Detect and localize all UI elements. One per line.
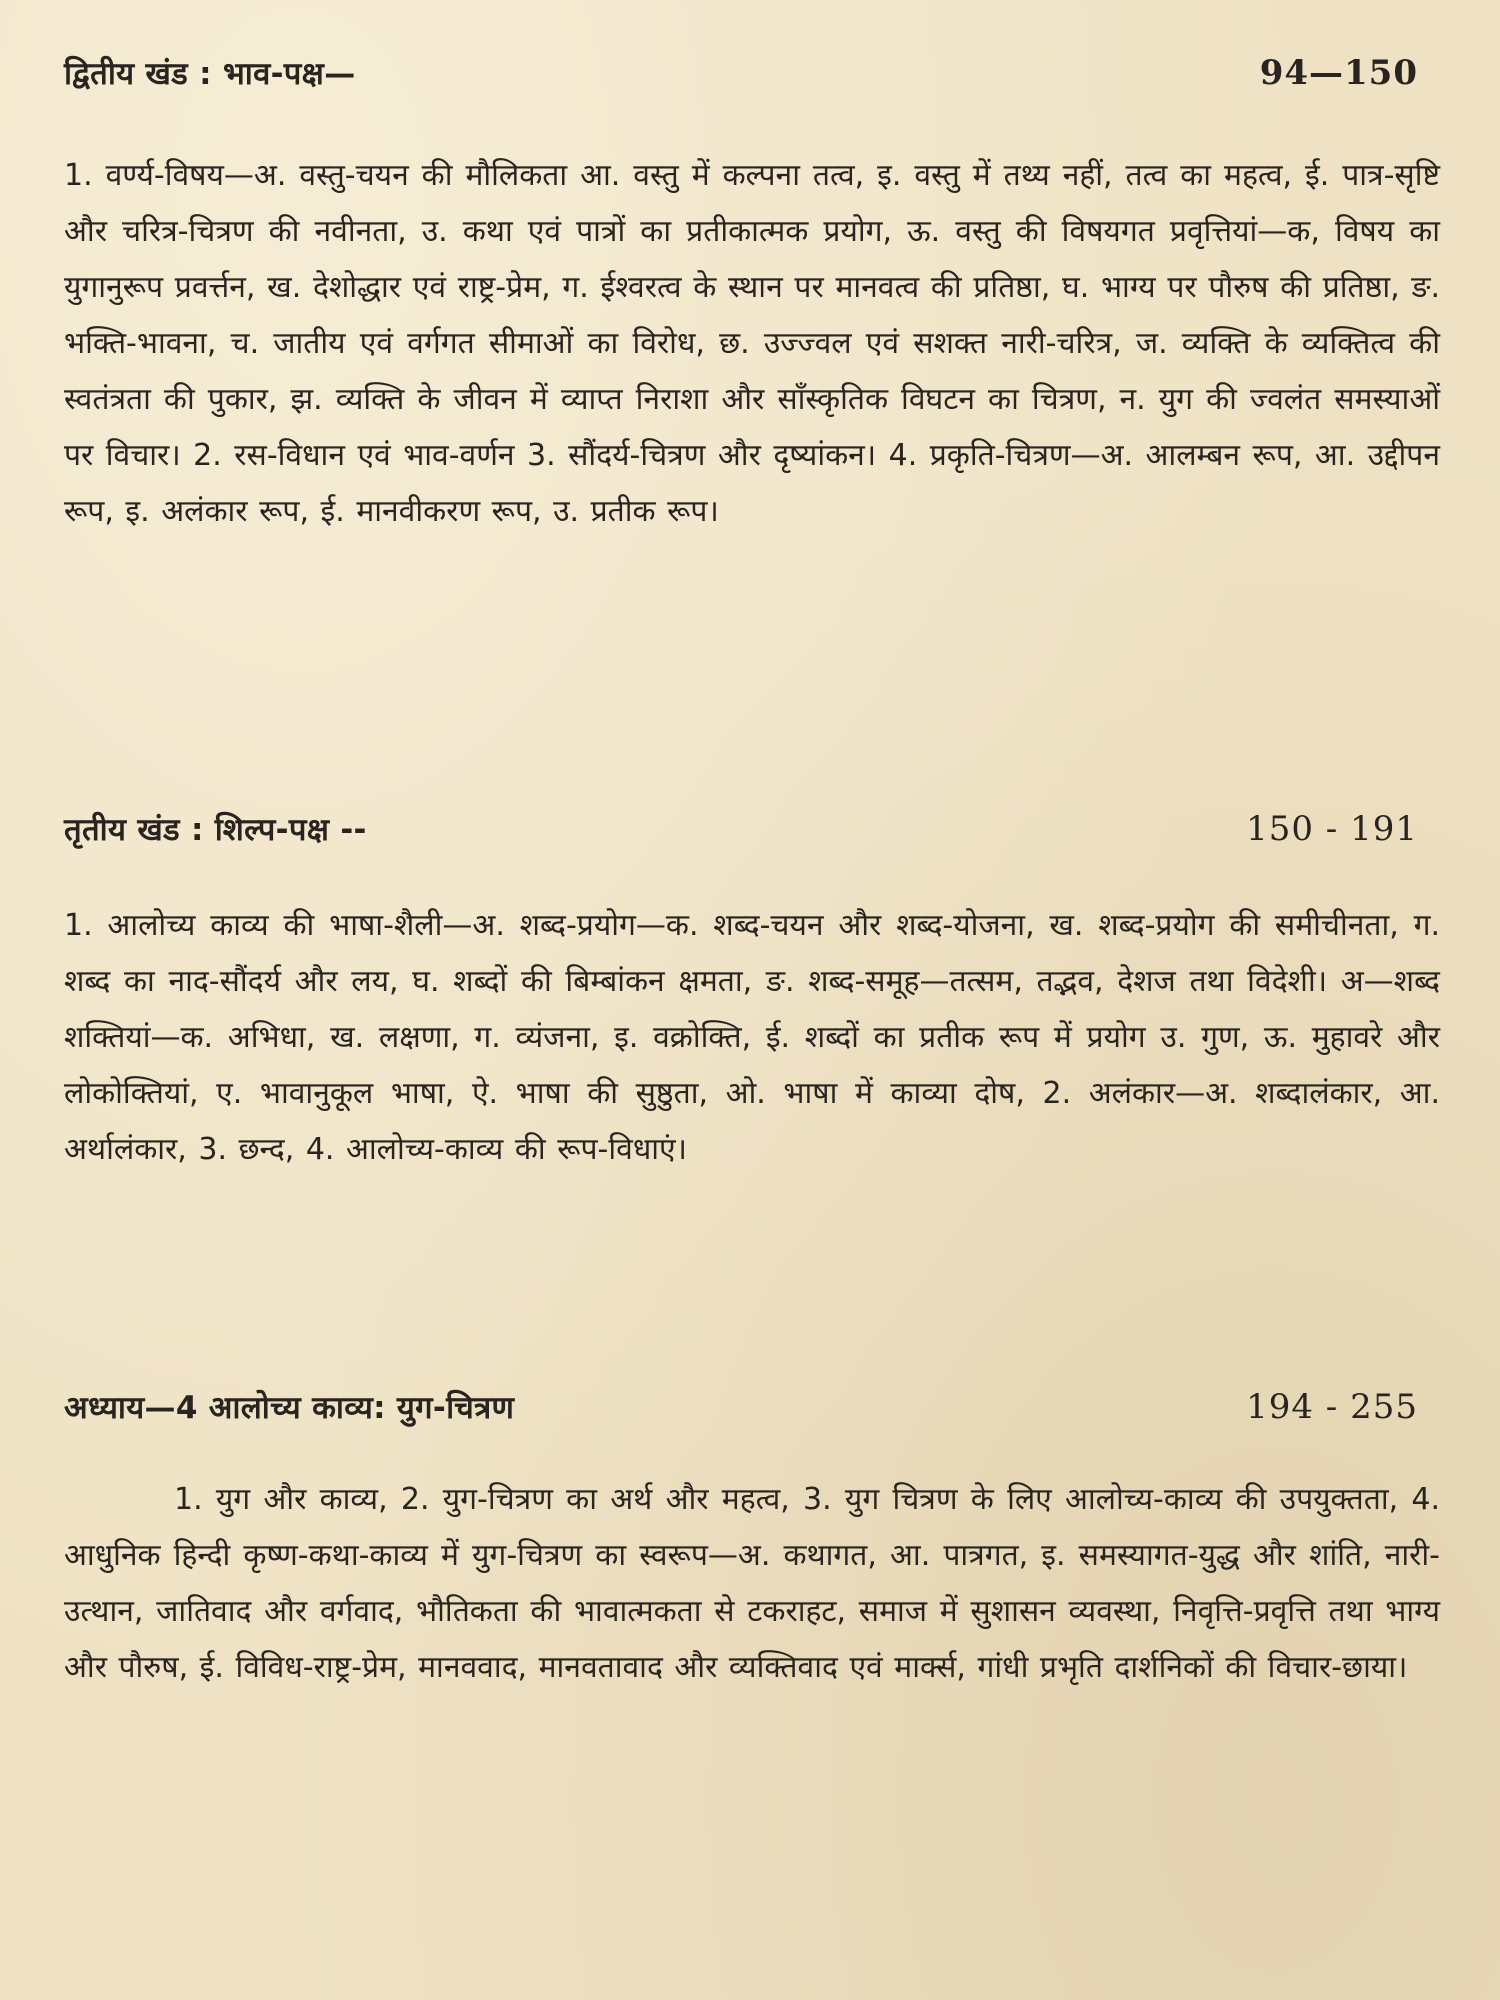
section-title: तृतीय खंड : शिल्प-पक्ष -- bbox=[64, 812, 367, 848]
page-range: 94—150 bbox=[1259, 53, 1418, 93]
section-body: 1. वर्ण्य-विषय—अ. वस्तु-चयन की मौलिकता आ. वस्तु में कल्पना तत्व, इ. वस्तु में तथ्य नहीं, तत्व का महत्व, ई. पात्र-सृष्टि और चरित्र-चित्रण की नवीनता, उ. कथा एवं पात्रों का प्रतीकात्मक प्रयोग, ऊ. वस्तु की विषयगत प्रवृत्तियां—क, विषय का युगानुरूप प्रवर्त्तन, ख. देशोद्धार एवं राष्ट्र-प्रेम, ग. ईश्वरत्व के स्थान पर मानवत्व की प्रतिष्ठा, घ. भाग्य पर पौरुष की प्रतिष्ठा, ङ. भक्ति-भावना, च. जातीय एवं वर्गगत सीमाओं का विरोध, छ. उज्ज्वल एवं सशक्त नारी-चरित्र, ज. व्यक्ति के व्यक्तित्व की स्वतंत्रता की पुकार, झ. व्यक्ति के जीवन में व्याप्त निराशा और साँस्कृतिक विघटन का चित्रण, न. युग की ज्वलंत समस्याओं पर विचार। 2. रस-विधान एवं भाव-वर्णन 3. सौंदर्य-चित्रण और दृष्यांकन। 4. प्रकृति-चित्रण—अ. आलम्बन रूप, आ. उद्दीपन रूप, इ. अलंकार रूप, ई. मानवीकरण रूप, उ. प्रतीक रूप। bbox=[64, 158, 1440, 529]
section-heading bbox=[64, 52, 1440, 108]
section-bhav-paksh bbox=[64, 52, 1440, 540]
section-yug-chitran bbox=[64, 1386, 1440, 1696]
section-body: 1. आलोच्य काव्य की भाषा-शैली—अ. शब्द-प्रयोग—क. शब्द-चयन और शब्द-योजना, ख. शब्द-प्रयोग की समीचीनता, ग. शब्द का नाद-सौंदर्य और लय, घ. शब्दों की बिम्बांकन क्षमता, ङ. शब्द-समूह—तत्सम, तद्भव, देशज तथा विदेशी। अ—शब्द शक्तियां—क. अभिधा, ख. लक्षणा, ग. व्यंजना, इ. वक्रोक्ति, ई. शब्दों का प्रतीक रूप में प्रयोग उ. गुण, ऊ. मुहावरे और लोकोक्तियां, ए. भावानुकूल भाषा, ऐ. भाषा की सुष्ठुता, ओ. भाषा में काव्या दोष, 2. अलंकार—अ. शब्दालंकार, आ. अर्थालंकार, 3. छन्द, 4. आलोच्य-काव्य की रूप-विधाएं। bbox=[64, 908, 1440, 1167]
section-heading bbox=[64, 1386, 1440, 1442]
section-title: द्वितीय खंड : भाव-पक्ष— bbox=[64, 56, 356, 92]
section-shilp-paksh bbox=[64, 808, 1440, 1178]
section-heading bbox=[64, 808, 1440, 864]
page-range: 150 - 191 bbox=[1246, 809, 1418, 849]
page-range: 194 - 255 bbox=[1246, 1387, 1418, 1427]
section-title: अध्याय—4 आलोच्य काव्य: युग-चित्रण bbox=[64, 1390, 515, 1426]
section-body: 1. युग और काव्य, 2. युग-चित्रण का अर्थ और महत्व, 3. युग चित्रण के लिए आलोच्य-काव्य की उपयुक्तता, 4. आधुनिक हिन्दी कृष्ण-कथा-काव्य में युग-चित्रण का स्वरूप—अ. कथागत, आ. पात्रगत, इ. समस्यागत-युद्ध और शांति, नारी-उत्थान, जातिवाद और वर्गवाद, भौतिकता की भावात्मकता से टकराहट, समाज में सुशासन व्यवस्था, निवृत्ति-प्रवृत्ति तथा भाग्य और पौरुष, ई. विविध-राष्ट्र-प्रेम, मानववाद, मानवतावाद और व्यक्तिवाद एवं मार्क्स, गांधी प्रभृति दार्शनिकों की विचार-छाया। bbox=[64, 1482, 1440, 1685]
